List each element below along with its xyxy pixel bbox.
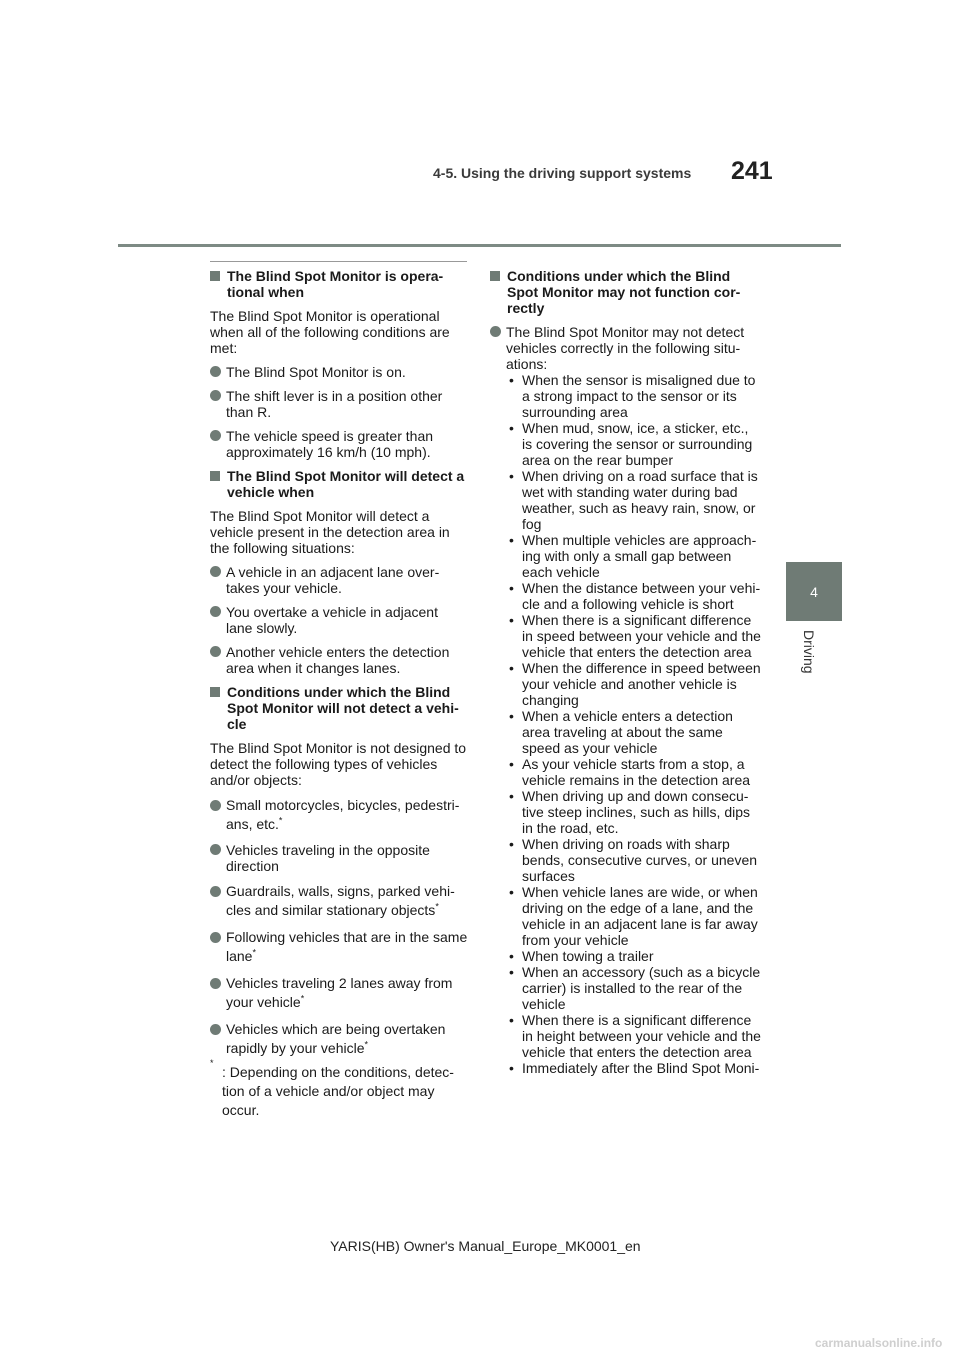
left-column [210,268,468,1120]
condition-item: • When driving on roads with sharp bends, consecutive curves, or uneven surfaces [506,836,762,884]
circle-bullet-icon [210,646,221,657]
circle-bullet-icon [210,566,221,577]
circle-bullet-icon [210,366,221,377]
header-divider [118,244,841,247]
paragraph: The Blind Spot Monitor is operational when all of the following conditions are met: [210,308,450,356]
circle-bullet-icon [490,326,501,337]
right-column [490,268,762,1084]
condition-item: • When multiple vehicles are approach-ing with only a small gap between each vehicle [506,532,762,580]
list-item: Guardrails, walls, signs, parked vehi-cles and similar stationary objects* [210,882,468,920]
condition-item: • Immediately after the Blind Spot Moni- [506,1060,762,1076]
list-item: The vehicle speed is greater than approximately 16 km/h (10 mph). [210,428,468,460]
square-bullet-icon [210,687,220,697]
condition-item: • When the sensor is misaligned due to a strong impact to the sensor or its surrounding area [506,372,762,420]
paragraph: The Blind Spot Monitor is not designed to detect the following types of vehicles and/or objects: [210,740,467,788]
circle-bullet-icon [210,430,221,441]
condition-item: • When an accessory (such as a bicycle carrier) is installed to the rear of the vehicle [506,964,762,1012]
condition-item: • When towing a trailer [506,948,762,964]
chapter-name: Driving [801,630,817,674]
section-title: 4-5. Using the driving support systems [433,165,692,181]
circle-bullet-icon [210,390,221,401]
list-item: Following vehicles that are in the same lane* [210,928,468,966]
list-item: Vehicles traveling in the opposite direction [210,842,468,874]
list-item: You overtake a vehicle in adjacent lane slowly. [210,604,468,636]
circle-bullet-icon [210,844,221,855]
list-item: Vehicles traveling 2 lanes away from your vehicle* [210,974,468,1012]
circle-bullet-icon [210,978,221,989]
list-item: Small motorcycles, bicycles, pedestri-ans, etc.* [210,796,468,834]
condition-item: • When mud, snow, ice, a sticker, etc., is covering the sensor or surrounding area on the rear bumper [506,420,762,468]
list-item: The Blind Spot Monitor may not detect vehicles correctly in the following situ-ations: • When the sensor is misaligned due to a strong impact to the sensor or its surrounding area • When mud, snow, ice, a sticker, etc., is covering the sensor or surrounding area on the rear bumper • When driving on a road surface that is wet with standing water during bad weather, such as heavy rain, snow, or fog • When multiple vehicles are approach-ing with only a small gap between each vehicle • When the distance between your vehi-cle and a following vehicle is short • When there is a significant difference in speed between your vehicle and the vehicle that enters the detection area • When the difference in speed between your vehicle and another vehicle is changing • When a vehicle enters a detection area traveling at about the same speed as your vehicle • As your vehicle starts from a stop, a vehicle remains in the detection area • When driving up and down consecu-tive steep inclines, such as hills, dips in the road, etc. • When driving on roads with sharp bends, consecutive curves, or uneven surfaces • When vehicle lanes are wide, or when driving on the edge of a lane, and the vehicle in an adjacent lane is far away from your vehicle • When towing a trailer • When an accessory (such as a bicycle carrier) is installed to the rear of the vehicle • When there is a significant difference in height between your vehicle and the vehicle that enters the detection area • Immediately after the Blind Spot Moni- [490,324,762,1076]
watermark: carmanualsonline.info [815,1336,943,1350]
square-bullet-icon [210,471,220,481]
footnote-ref: * [300,993,305,1004]
section-heading: The Blind Spot Monitor will detect a vehicle when [210,468,468,500]
circle-bullet-icon [210,932,221,943]
circle-bullet-icon [210,1024,221,1035]
condition-item: • When vehicle lanes are wide, or when driving on the edge of a lane, and the vehicle in an adjacent lane is far away from your vehicle [506,884,762,948]
condition-item: • When there is a significant difference in speed between your vehicle and the vehicle that enters the detection area [506,612,762,660]
chapter-number: 4 [810,583,818,600]
condition-item: • When driving up and down consecu-tive steep inclines, such as hills, dips in the road, etc. [506,788,762,836]
footnote-ref: * [364,1039,369,1050]
condition-item: • When a vehicle enters a detection area traveling at about the same speed as your vehicle [506,708,762,756]
list-item: Another vehicle enters the detection area when it changes lanes. [210,644,468,676]
square-bullet-icon [210,271,220,281]
section-heading: Conditions under which the Blind Spot Monitor will not detect a vehi-cle [210,684,468,732]
circle-bullet-icon [210,606,221,617]
column-top-divider [210,261,467,262]
section-heading: The Blind Spot Monitor is opera-tional when [210,268,468,300]
section-heading: Conditions under which the Blind Spot Monitor may not function cor-rectly [490,268,762,316]
circle-bullet-icon [210,800,221,811]
footnote: * : Depending on the conditions, detec-tion of a vehicle and/or object may occur. [210,1058,454,1118]
condition-item: • When driving on a road surface that is wet with standing water during bad weather, such as heavy rain, snow, or fog [506,468,762,532]
condition-item: • As your vehicle starts from a stop, a vehicle remains in the detection area [506,756,762,788]
square-bullet-icon [490,271,500,281]
list-item: A vehicle in an adjacent lane over-takes your vehicle. [210,564,468,596]
chapter-tab[interactable] [786,562,842,621]
condition-list [506,372,762,1076]
list-item: The Blind Spot Monitor is on. [210,364,468,380]
page-number: 241 [731,157,773,185]
condition-item: • When the distance between your vehi-cle and a following vehicle is short [506,580,762,612]
list-item: Vehicles which are being overtaken rapidly by your vehicle* [210,1020,468,1058]
manual-footer: YARIS(HB) Owner's Manual_Europe_MK0001_en [330,1238,641,1254]
condition-item: • When there is a significant difference in height between your vehicle and the vehicle that enters the detection area [506,1012,762,1060]
circle-bullet-icon [210,886,221,897]
footnote-ref: * [435,901,439,912]
footnote-ref: * [278,815,283,826]
paragraph: The Blind Spot Monitor will detect a vehicle present in the detection area in the following situations: [210,508,450,556]
footnote-ref: * [252,947,256,958]
list-item: The shift lever is in a position other than R. [210,388,468,420]
condition-item: • When the difference in speed between your vehicle and another vehicle is changing [506,660,762,708]
